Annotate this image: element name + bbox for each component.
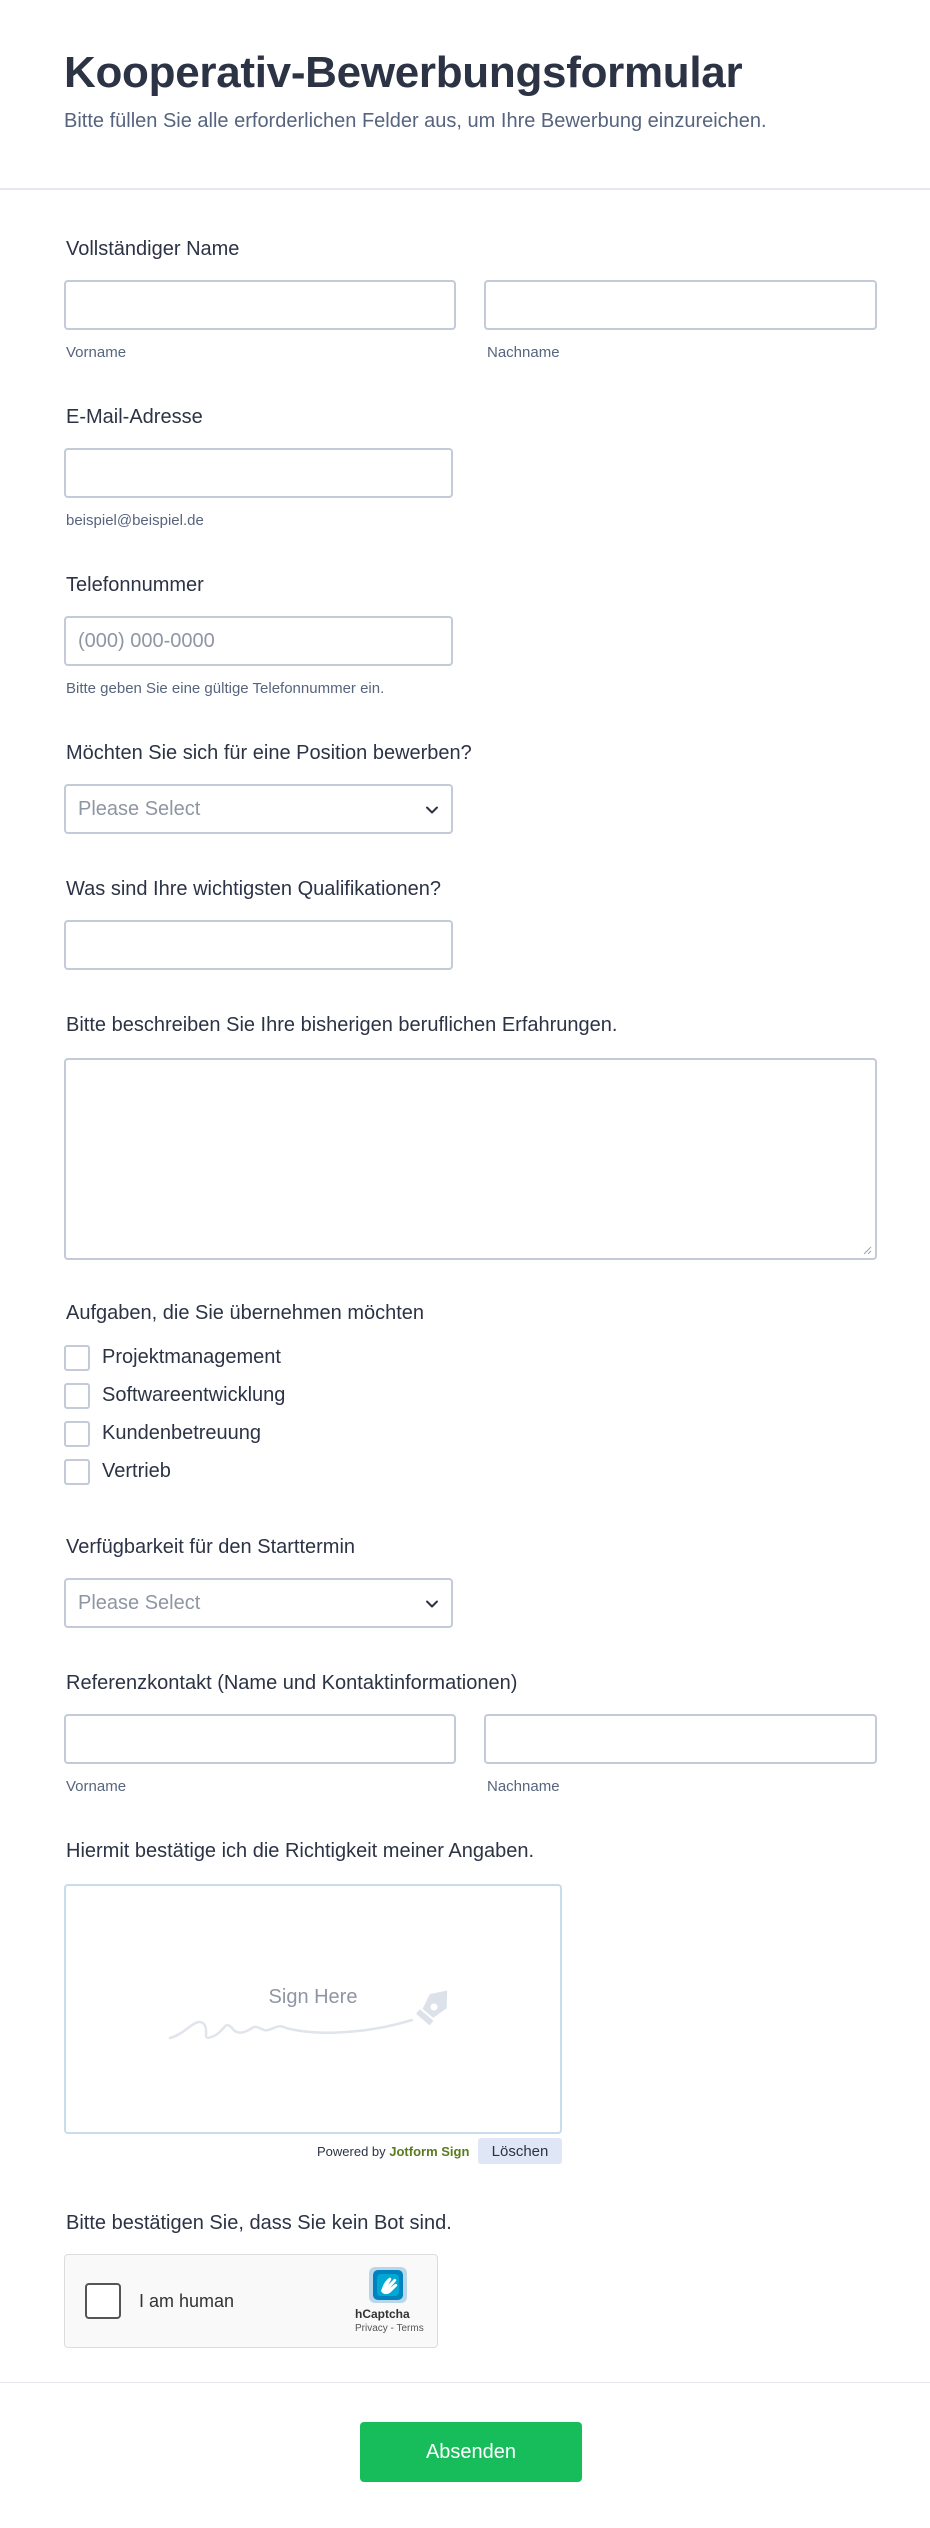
checkbox[interactable] xyxy=(64,1383,90,1409)
position-select-value: Please Select xyxy=(78,798,201,820)
checkbox[interactable] xyxy=(64,1345,90,1371)
signature-pad[interactable] xyxy=(64,1884,562,2134)
submit-button[interactable]: Absenden xyxy=(360,2422,582,2482)
phone-input[interactable] xyxy=(64,616,453,666)
availability-label: Verfügbarkeit für den Starttermin xyxy=(66,1536,356,1558)
signature-label: Hiermit bestätige ich die Richtigkeit meiner Angaben. xyxy=(66,1840,535,1862)
form-subtitle: Bitte füllen Sie alle erforderlichen Felder aus, um Ihre Bewerbung einzureichen. xyxy=(64,110,767,132)
phone-label: Telefonnummer xyxy=(66,574,204,596)
captcha-checkbox[interactable] xyxy=(85,2283,121,2319)
chevron-down-icon xyxy=(425,803,439,817)
clear-signature-button[interactable]: Löschen xyxy=(478,2138,562,2164)
chevron-down-icon xyxy=(425,1597,439,1611)
last-name-input[interactable] xyxy=(484,280,877,330)
reference-last-name-input[interactable] xyxy=(484,1714,877,1764)
powered-prefix: Powered by xyxy=(317,2144,390,2159)
captcha-brand: hCaptcha xyxy=(355,2307,410,2321)
captcha-label: Bitte bestätigen Sie, dass Sie kein Bot sind. xyxy=(66,2212,452,2234)
email-sublabel: beispiel@beispiel.de xyxy=(66,512,204,529)
position-label: Möchten Sie sich für eine Position bewerben? xyxy=(66,742,472,764)
availability-select-value: Please Select xyxy=(78,1592,201,1614)
reference-first-sublabel: Vorname xyxy=(66,1778,127,1795)
availability-select[interactable] xyxy=(64,1578,453,1628)
checkbox-label: Softwareentwicklung xyxy=(102,1384,286,1406)
last-name-sublabel: Nachname xyxy=(487,344,560,361)
footer-divider xyxy=(0,2382,930,2383)
first-name-sublabel: Vorname xyxy=(66,344,127,361)
checkbox-label: Vertrieb xyxy=(102,1460,171,1482)
powered-by xyxy=(317,2144,469,2159)
form-title: Kooperativ-Bewerbungsformular xyxy=(64,48,743,97)
checkbox-label: Kundenbetreuung xyxy=(102,1422,262,1444)
checkbox[interactable] xyxy=(64,1459,90,1485)
email-input[interactable] xyxy=(64,448,453,498)
reference-last-sublabel: Nachname xyxy=(487,1778,560,1795)
phone-sublabel: Bitte geben Sie eine gültige Telefonnummer ein. xyxy=(66,680,385,697)
captcha-privacy-terms-links[interactable]: Privacy - Terms xyxy=(355,2323,424,2334)
email-label: E-Mail-Adresse xyxy=(66,406,203,428)
qualifications-input[interactable] xyxy=(64,920,453,970)
full-name-label: Vollständiger Name xyxy=(66,238,240,260)
first-name-input[interactable] xyxy=(64,280,456,330)
hcaptcha-widget xyxy=(64,2254,438,2348)
reference-first-name-input[interactable] xyxy=(64,1714,456,1764)
resize-grip-icon[interactable] xyxy=(862,1245,872,1255)
pen-nib-icon xyxy=(412,1982,458,2028)
tasks-label: Aufgaben, die Sie übernehmen möchten xyxy=(66,1302,425,1324)
checkbox[interactable] xyxy=(64,1421,90,1447)
reference-label: Referenzkontakt (Name und Kontaktinformationen) xyxy=(66,1672,518,1694)
checkbox-label: Projektmanagement xyxy=(102,1346,281,1368)
jotform-sign-brand: Jotform Sign xyxy=(389,2144,470,2159)
experience-label: Bitte beschreiben Sie Ihre bisherigen beruflichen Erfahrungen. xyxy=(66,1014,618,1036)
hcaptcha-logo-icon xyxy=(367,2265,409,2305)
experience-textarea[interactable] xyxy=(64,1058,877,1260)
captcha-text: I am human xyxy=(139,2291,235,2311)
qualifications-label: Was sind Ihre wichtigsten Qualifikationen? xyxy=(66,878,441,900)
form-header xyxy=(0,0,930,190)
signature-placeholder: Sign Here xyxy=(268,1986,358,2008)
position-select[interactable] xyxy=(64,784,453,834)
